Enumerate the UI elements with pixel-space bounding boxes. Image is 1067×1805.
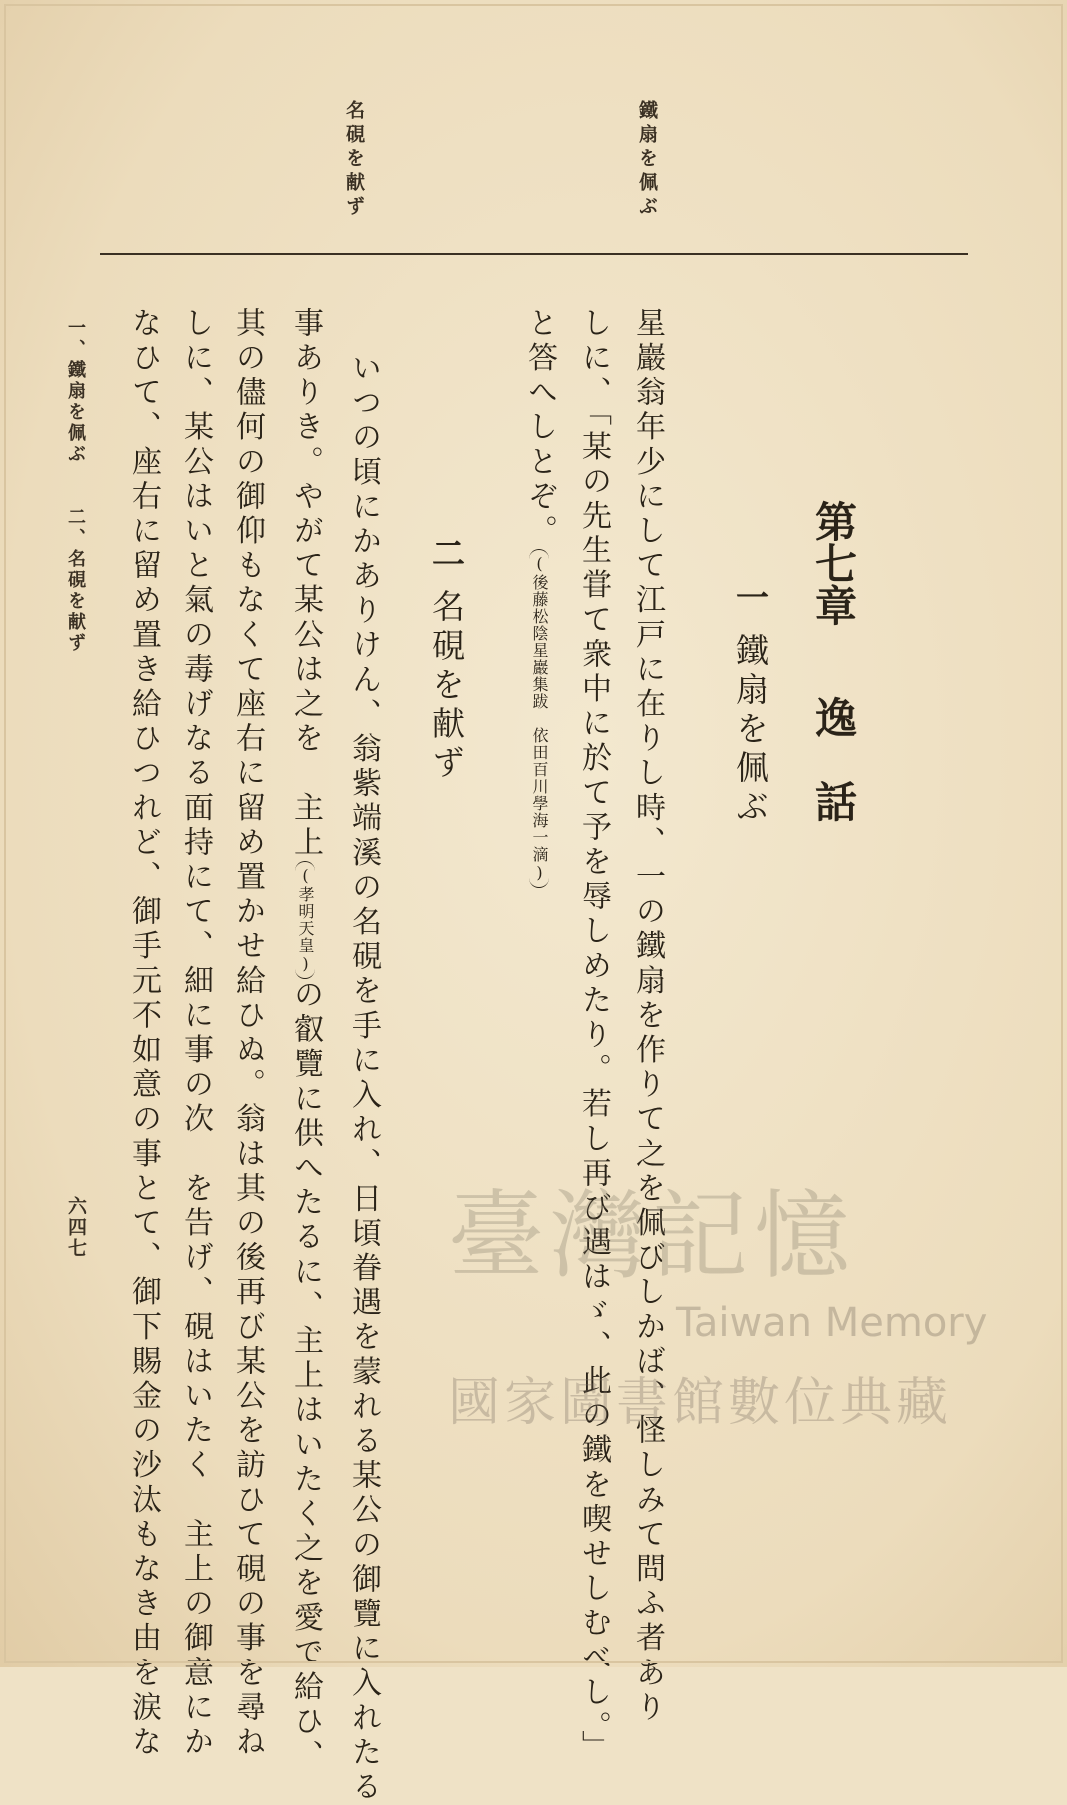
section2-number: 二 [427, 536, 466, 575]
chapter-heading [809, 500, 858, 822]
section1-heading [731, 580, 770, 828]
page-number: 六四七 [65, 1196, 87, 1259]
watermark [448, 1160, 1008, 1460]
section1-source-note: (後藤松陰星巖集跋 依田百川學海一滴) [529, 549, 549, 888]
watermark-subtitle: 國家圖書館數位典藏 [448, 1373, 953, 1433]
section2-line-1: いつの頃にかありけん、翁紫端溪の名硯を手に入れ、日頃眷遇を蒙れる某公の御覽に入れたる [346, 352, 381, 1805]
section1-title: 鐵扇を佩ぶ [731, 633, 770, 828]
section1-line-3-text: と答へしとぞ。 [522, 307, 557, 550]
section2-line-2a: 事ありき。やがて某公は之を 主上 [288, 307, 323, 861]
section1-number: 一 [731, 580, 770, 619]
header-right-title: 名硯を献ず [343, 100, 365, 220]
section2-line-4: しに、某公はいと氣の毒げなる面持にて、細に事の次 を告げ、硯はいたく 主上の御意にか [178, 307, 213, 1761]
header-left-title: 鐵扇を佩ぶ [636, 100, 658, 220]
section2-line-3: 其の儘何の御仰もなくて座右に留め置かせ給ひぬ。翁は其の後再び某公を訪ひて硯の事を尋ね [230, 307, 265, 1761]
section2-emperor-note: (孝明天皇) [295, 861, 315, 979]
section2-line-5: なひて、座右に留め置き給ひつれど、御手元不如意の事とて、御下賜金の沙汰もなき由を涙な [126, 307, 161, 1761]
section1-line-1: 星巖翁年少にして江戸に在りし時、一の鐵扇を作りて之を佩びしかば、怪しみて問ふ者あり [630, 307, 665, 1726]
section2-title: 名硯を献ず [427, 589, 466, 784]
section2-line-2b: の叡覽に供へたるに、主上はいたく之を愛で給ひ、 [288, 978, 323, 1775]
watermark-chinese: 臺灣記憶 [448, 1180, 856, 1292]
watermark-english: Taiwan Memory [676, 1300, 988, 1346]
chapter-title: 逸 話 [809, 696, 858, 822]
chapter-number: 第七章 [809, 500, 858, 626]
section2-line-2 [288, 307, 323, 1775]
section1-line-3 [522, 307, 557, 888]
header-rule [100, 253, 968, 255]
footer-section-list: 一、鐵扇を佩ぶ 二、名硯を献ず [65, 318, 86, 654]
section1-line-2: しに、「某の先生甞て衆中に於て予を辱しめたり。若し再び遇はゞ、此の鐵を喫せしむべし。」 [576, 307, 611, 1765]
section2-heading [427, 536, 466, 784]
